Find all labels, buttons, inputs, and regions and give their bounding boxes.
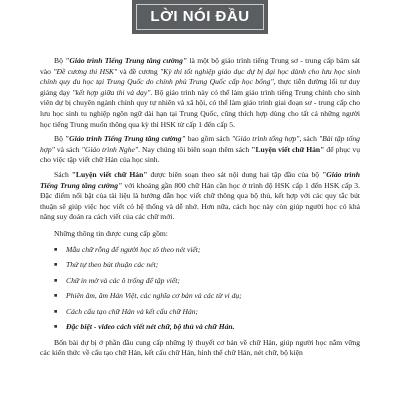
page-title-banner: [132, 0, 268, 34]
paragraph-series: Bộ "Giáo trình Tiếng Trung tăng cường" bao gồm sách "Giáo trình tổng hợp", sách "Bài tập tổng hợp" và sách "Giáo trình Nghe". Nay chúng tôi biên soạn thêm sách "Luyện viết chữ Hán" để phục vụ cho việc tập viết chữ Hán của học sinh.: [40, 134, 361, 165]
list-item: ■ Mẫu chữ rỗng để người học tô theo nét viết;: [54, 245, 360, 255]
list-item: ■ Đặc biệt - video cách viết nét chữ, bộ thủ và chữ Hán.: [54, 322, 360, 332]
page-title: LỜI NÓI ĐẦU: [150, 8, 250, 25]
list-item: ■ Thứ tự theo bút thuận các nét;: [54, 260, 360, 270]
preface-body: [40, 56, 360, 363]
paragraph-intro: Bộ "Giáo trình Tiếng Trung tăng cường" là một bộ giáo trình tiếng Trung sơ - trung cấp bám sát vào "Đề cương thi HSK" và đề cương "Kỳ thi tốt nghiệp giáo dục dự bị đại học dành cho lưu học sinh chính quy du học tại Trung Quốc do chính phủ Trung Quốc cấp học bổng", thực tiễn đường lối tư duy giảng dạy "kết hợp giữa thi và dạy". Bộ giáo trình này có thể làm giáo trình tiếng Trung chính cho sinh viên dự bị chuyên ngành chính quy tự nhiên và xã hội, có thể làm giáo trình giai đoạn sơ - trung cấp cho lưu học sinh tu nghiệp ngôn ngữ dài hạn tại Trung Quốc, cũng thích hợp dùng cho tất cả những người học tiếng Trung muốn thông qua kỳ thi HSK từ cấp 1 đến cấp 5.: [40, 56, 361, 129]
paragraph-list-intro: Những thông tin được cung cấp gồm:: [54, 228, 168, 238]
list-item: ■ Cách cấu tạo chữ Hán và kết cấu chữ Hán;: [54, 307, 360, 317]
list-item: ■ Chữ in mờ và các ô trống để tập viết;: [54, 276, 360, 286]
paragraph-book: Sách "Luyện viết chữ Hán" được biên soạn theo sát nội dung hai tập đầu của bộ "Giáo trình Tiếng Trung tăng cường" với khoảng gần 800 chữ Hán cần học ở trình độ HSK cấp 1 đến HSK cấp 3. Đặc điểm nổi bật của tài liệu là hướng dẫn học viết chữ thông qua bộ thủ, kết hợp với các quy tắc bút thuận sẽ giúp việc học viết có hệ thống và dễ nhớ. Hơn nữa, cách học này còn giúp người học có khả năng suy đoán ra cách viết của các chữ mới.: [40, 169, 361, 222]
paragraph-preparatory: Bốn bài dự bị ở phần đầu cung cấp những lý thuyết cơ bản về chữ Hán, giúp người học nắm vững các kiến thức về cấu tạo chữ Hán, kết cấu chữ Hán, hình thể chữ Hán, nét chữ, bộ kiện: [40, 337, 360, 358]
feature-list: [40, 245, 360, 333]
list-item: ■ Phiên âm, âm Hán Việt, các nghĩa cơ bản và các từ vi dụ;: [54, 291, 360, 301]
